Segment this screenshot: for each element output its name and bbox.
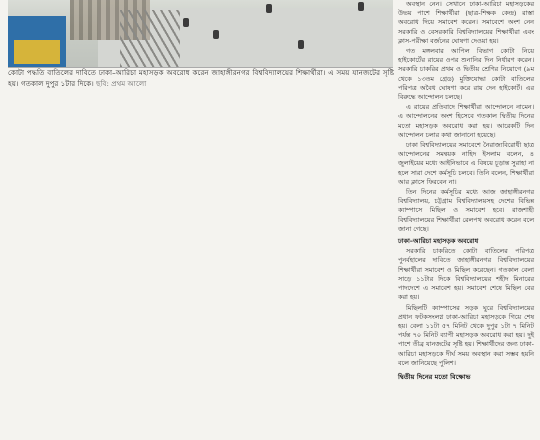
article-paragraph: তিন দিনের কর্মসূচির মধ্যে আজ জাহাঙ্গীরনগর বিশ্ববিদ্যালয়, চট্টগ্রাম বিশ্ববিদ্যালয়সহ দেশের বিভিন্ন ক্যাম্পাসে মিছিল ও সমাবেশ হবে। রাজশাহী বিশ্ববিদ্যালয়ের শিক্ষার্থীরা রেলপথ অবরোধ করেন বলে জানা গেছে। — [398, 188, 534, 233]
next-section-heading: দ্বিতীয় দিনের মতো বিক্ষোভ — [398, 372, 471, 381]
article-paragraph: গত মঙ্গলবার আপিল বিভাগ কোটা নিয়ে হাইকোর্টের রায়ের ওপর শুনানির দিন নির্ধারণ করেন। সরকারি চাকরির প্রথম ও দ্বিতীয় শ্রেণির নিয়োগে (৯ম থেকে ১৩তম গ্রেড) মুক্তিযোদ্ধা কোটা বাতিলের পরিপত্র অবৈধ ঘোষণা করে রায় দেন হাইকোর্ট। এর বিরুদ্ধে আন্দোলন চলছে। — [398, 47, 534, 102]
person-figure — [183, 18, 189, 27]
news-photo — [8, 0, 393, 68]
caption-text: কোটা পদ্ধতি বাতিলের দাবিতে ঢাকা–আরিচা মহাসড়ক অবরোধ করেন জাহাঙ্গীরনগর বিশ্ববিদ্যালয়ের শিক্ষার্থীরা। এ সময় যানজটের সৃষ্টি হয়। গতকাল দুপুর ১টার দিকে। — [8, 68, 394, 88]
article-paragraph: ঢাকা বিশ্ববিদ্যালয়ের সমাবেশে নৈরাজ্যবিরোধী ছাত্র আন্দোলনের সমন্বয়ক নাহিদ ইসলাম বলেন, ৪ জুলাইয়ের মধ্যে আইনিভাবে এ বিষয়ে চূড়ান্ত সুরাহা না হলে সারা দেশে কর্মসূচি চলবে। তিনি বলেন, শিক্ষার্থীরা আর ক্লাসে ফিরবেন না। — [398, 141, 534, 186]
article-paragraph: সরকারি চাকরিতে কোটা বাতিলের পরিপত্র পুনর্বহালের দাবিতে জাহাঙ্গীরনগর বিশ্ববিদ্যালয়ের শিক্ষার্থীরা সমাবেশ ও মিছিল করেছেন। গতকাল বেলা সাড়ে ১১টার দিকে বিশ্ববিদ্যালয়ের শহীদ মিনারের পাদদেশে এ সমাবেশ হয়। সমাবেশ শেষে মিছিল বের করা হয়। — [398, 247, 534, 302]
article-paragraph: অবস্থান নেন। সেখানে ঢাকা-আরিচা মহাসড়কের উভয় পাশে শিক্ষার্থীরা (ছাত্র-শিক্ষক কেন্দ্র) রাস্তা অবরোধ দিয়ে সমাবেশ করেন। সমাবেশে অংশ নেন সরকারি ও বেসরকারি বিশ্ববিদ্যালয়ের শিক্ষার্থীরা এবং ক্লাস-পরীক্ষা বর্জনের ঘোষণা দেওয়া হয়। — [398, 0, 534, 45]
motorbike-figure — [358, 2, 364, 11]
section-subhead: ঢাকা–আরিচা মহাসড়ক অবরোধ — [398, 237, 479, 246]
person-figure — [213, 30, 219, 39]
person-figure — [266, 4, 272, 13]
article-paragraph: মিছিলটি ক্যাম্পাসের সড়ক ঘুরে বিশ্ববিদ্যালয়ের প্রধান ফটকসংলগ্ন ঢাকা-আরিচা মহাসড়কে গিয়ে শেষ হয়। বেলা ১১টা ৫৭ মিনিট থেকে দুপুর ১টা ৭ মিনিট পর্যন্ত ৭০ মিনিট ব্যাপী মহাসড়ক অবরোধ করা হয়। দুই পাশে তীব্র যানজটের সৃষ্টি হয়। শিক্ষার্থীদের জন্য ঢাকা-আরিচা মহাসড়কে দীর্ঘ সময় অবস্থান করা সম্ভব হয়নি বলে জানিয়েছে পুলিশ। — [398, 303, 534, 367]
article-column — [398, 0, 534, 440]
bus-stripe — [14, 40, 60, 64]
photo-caption — [8, 68, 394, 90]
person-figure — [298, 40, 304, 49]
railing-image — [120, 10, 180, 67]
article-paragraph: এ রায়ের প্রতিবাদে শিক্ষার্থীরা আন্দোলনে নামেন। এ আন্দোলনের অংশ হিসেবে গতকাল দ্বিতীয় দিনের মতো মহাসড়ক অবরোধ করা হয়। আরেকটি দিন আন্দোলন চলার কথা জানানো হয়েছে। — [398, 103, 534, 139]
photo-credit: ছবি: প্রথম আলো — [96, 78, 147, 88]
